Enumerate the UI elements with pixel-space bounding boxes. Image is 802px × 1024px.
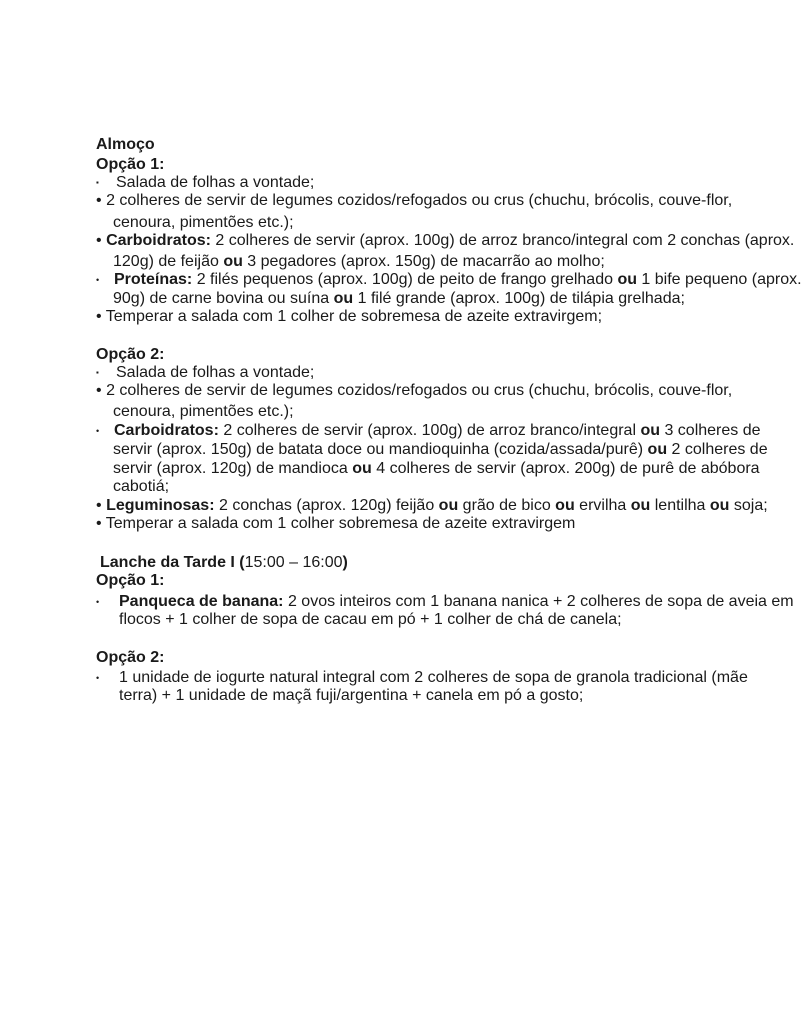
list-item: ▪ Salada de folhas a vontade; [96, 364, 315, 381]
list-item: • Temperar a salada com 1 colher sobremesa de azeite extravirgem [96, 515, 576, 532]
list-item: ▪ Salada de folhas a vontade; [96, 174, 315, 191]
list-item: • Carboidratos: 2 colheres de servir (aprox. 100g) de arroz branco/integral ou 3 colheres de [96, 422, 761, 439]
list-item-continuation: flocos + 1 colher de sopa de cacau em pó + 1 colher de chá de canela; [119, 611, 622, 628]
section-title-lanche: Lanche da Tarde I (15:00 – 16:00) [100, 554, 348, 571]
bullet-icon: • [96, 515, 102, 532]
list-item: • Carboidratos: 2 colheres de servir (aprox. 100g) de arroz branco/integral com 2 conchas (aprox. [96, 232, 795, 249]
option-2-label: Opção 2: [96, 346, 165, 363]
bullet-icon: • [96, 275, 100, 285]
lanche-option-1-label: Opção 1: [96, 572, 165, 589]
list-item: • 2 colheres de servir de legumes cozidos/refogados ou crus (chuchu, brócolis, couve-flor, [96, 192, 733, 209]
option-1-label: Opção 1: [96, 156, 165, 173]
list-item: • Leguminosas: 2 conchas (aprox. 120g) feijão ou grão de bico ou ervilha ou lentilha ou soja; [96, 497, 768, 514]
list-item-continuation: 90g) de carne bovina ou suína ou 1 filé grande (aprox. 100g) de tilápia grelhada; [113, 290, 685, 307]
list-item: • 1 unidade de iogurte natural integral com 2 colheres de sopa de granola tradicional (mãe [96, 669, 748, 686]
bullet-icon: • [96, 382, 102, 399]
bullet-icon: ▪ [96, 368, 99, 377]
bullet-icon: • [96, 673, 100, 683]
list-item-continuation: 120g) de feijão ou 3 pegadores (aprox. 150g) de macarrão ao molho; [113, 253, 605, 270]
bullet-icon: • [96, 426, 100, 436]
list-item-continuation: cenoura, pimentões etc.); [113, 403, 294, 420]
list-item-continuation: cabotiá; [113, 478, 170, 495]
bullet-icon: • [96, 597, 100, 607]
bullet-icon: • [96, 232, 102, 249]
list-item: • 2 colheres de servir de legumes cozidos/refogados ou crus (chuchu, brócolis, couve-flor, [96, 382, 733, 399]
list-item-continuation: cenoura, pimentões etc.); [113, 214, 294, 231]
list-item-continuation: servir (aprox. 120g) de mandioca ou 4 colheres de servir (aprox. 200g) de purê de abóbora [113, 460, 760, 477]
bullet-icon: • [96, 497, 102, 514]
list-item-continuation: terra) + 1 unidade de maçã fuji/argentina + canela em pó a gosto; [119, 687, 584, 704]
list-item: • Panqueca de banana: 2 ovos inteiros com 1 banana nanica + 2 colheres de sopa de aveia em [96, 593, 794, 610]
lanche-option-2-label: Opção 2: [96, 649, 165, 666]
list-item: • Temperar a salada com 1 colher de sobremesa de azeite extravirgem; [96, 308, 603, 325]
list-item-continuation: servir (aprox. 150g) de batata doce ou mandioquinha (cozida/assada/purê) ou 2 colheres de [113, 441, 768, 458]
section-title-almoco: Almoço [96, 136, 155, 153]
bullet-icon: • [96, 192, 102, 209]
bullet-icon: • [96, 308, 102, 325]
bullet-icon: ▪ [96, 178, 99, 187]
list-item: • Proteínas: 2 filés pequenos (aprox. 100g) de peito de frango grelhado ou 1 bife pequeno (aprox. [96, 271, 802, 288]
